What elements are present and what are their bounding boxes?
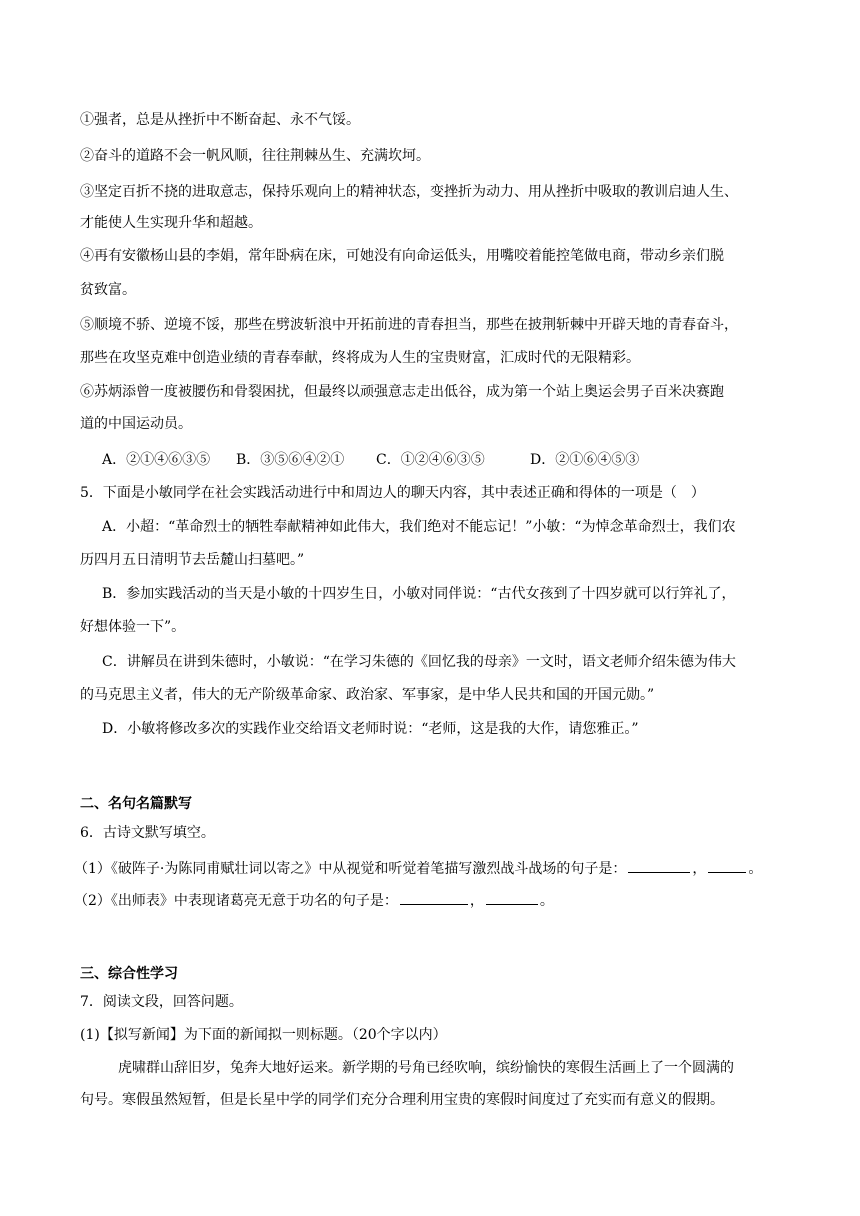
q5-option-b-line-2: 好想体验一下”。	[80, 619, 186, 635]
q6-stem: 6．古诗文默写填空。	[80, 825, 215, 841]
q6-1-blank-2[interactable]	[708, 858, 746, 873]
sentence-4-line-1: ④再有安徽杨山县的李娟，常年卧病在床，可她没有向命运低头，用嘴咬着能控笔做电商，带动乡亲们脱	[80, 248, 724, 264]
q5-option-c-line-2: 的马克思主义者，伟大的无产阶级革命家、政治家、军事家，是中华人民共和国的开国元勋。”	[80, 687, 655, 703]
q6-2-blank-1[interactable]	[400, 890, 468, 905]
q6-2-separator: ，	[469, 893, 484, 909]
q6-1-text: （1）《破阵子·为陈同甫赋壮词以寄之》中从视觉和听觉着笔描写激烈战斗战场的句子是：	[74, 861, 627, 877]
q5-option-d[interactable]: D．小敏将修改多次的实践作业交给语文老师时说：“老师，这是我的大作，请您雅正。”	[102, 721, 639, 737]
sentence-6-line-1: ⑥苏炳添曾一度被腰伤和骨裂困扰，但最终以顽强意志走出低谷，成为第一个站上奥运会男子百米决赛跑	[80, 384, 724, 400]
q6-1-separator: ，	[692, 861, 707, 877]
q5-option-a-line-2: 历四月五日清明节去岳麓山扫墓吧。”	[80, 552, 305, 568]
q4-options	[102, 450, 639, 470]
q6-2	[74, 890, 554, 911]
news-line-1: 虎啸群山辞旧岁，兔奔大地好运来。新学期的号角已经吹响，缤纷愉快的寒假生活画上了一个圆满的	[118, 1060, 734, 1076]
sentence-5-line-2: 那些在攻坚克难中创造业绩的青春奉献，终将成为人生的宝贵财富，汇成时代的无限精彩。	[80, 350, 640, 366]
q5-stem: 5．下面是小敏同学在社会实践活动进行中和周边人的聊天内容，其中表述正确和得体的一项是（ ）	[80, 485, 705, 501]
q6-1	[74, 858, 762, 879]
option-d[interactable]: D．②①⑥④⑤③	[530, 452, 640, 468]
q7-stem: 7．阅读文段，回答问题。	[80, 994, 243, 1010]
section-2-heading: 二、名句名篇默写	[80, 796, 192, 812]
sentence-4-line-2: 贫致富。	[80, 282, 136, 298]
q6-1-blank-1[interactable]	[628, 858, 690, 873]
sentence-2: ②奋斗的道路不会一帆风顺，往往荆棘丛生、充满坎坷。	[80, 148, 430, 164]
q7-1-prompt: (1)【拟写新闻】为下面的新闻拟一则标题。（20个字以内）	[80, 1027, 447, 1043]
q5-option-b-line-1[interactable]: B．参加实践活动的当天是小敏的十四岁生日，小敏对同伴说：“古代女孩到了十四岁就可以行笄礼了，	[102, 586, 736, 602]
section-3-heading: 三、综合性学习	[80, 966, 178, 982]
sentence-6-line-2: 道的中国运动员。	[80, 416, 192, 432]
option-b[interactable]: B．③⑤⑥④②①	[236, 452, 345, 468]
sentence-5-line-1: ⑤顺境不骄、逆境不馁，那些在劈波斩浪中开拓前进的青春担当，那些在披荆斩棘中开辟天地的青春奋斗，	[80, 317, 738, 333]
sentence-3-line-1: ③坚定百折不挠的进取意志，保持乐观向上的精神状态，变挫折为动力、用从挫折中吸取的教训启迪人生、	[80, 184, 738, 200]
sentence-1: ①强者，总是从挫折中不断奋起、永不气馁。	[80, 112, 360, 128]
option-a[interactable]: A．②①④⑥③⑤	[102, 452, 211, 468]
q6-1-end: 。	[748, 861, 763, 877]
option-c[interactable]: C．①②④⑥③⑤	[376, 452, 485, 468]
q6-2-blank-2[interactable]	[486, 890, 538, 905]
q6-2-text: （2）《出师表》中表现诸葛亮无意于功名的句子是：	[74, 893, 398, 909]
q5-option-c-line-1[interactable]: C．讲解员在讲到朱德时，小敏说：“在学习朱德的《回忆我的母亲》一文时，语文老师介绍朱德为伟大	[102, 654, 736, 670]
q5-option-a-line-1[interactable]: A．小超：“革命烈士的牺牲奉献精神如此伟大，我们绝对不能忘记！”小敏：“为悼念革命烈士，我们农	[102, 519, 736, 535]
q6-2-end: 。	[539, 893, 554, 909]
sentence-3-line-2: 才能使人生实现升华和超越。	[80, 215, 262, 231]
news-line-2: 句号。寒假虽然短暂，但是长星中学的同学们充分合理利用宝贵的寒假时间度过了充实而有意义的假期。	[80, 1092, 724, 1108]
